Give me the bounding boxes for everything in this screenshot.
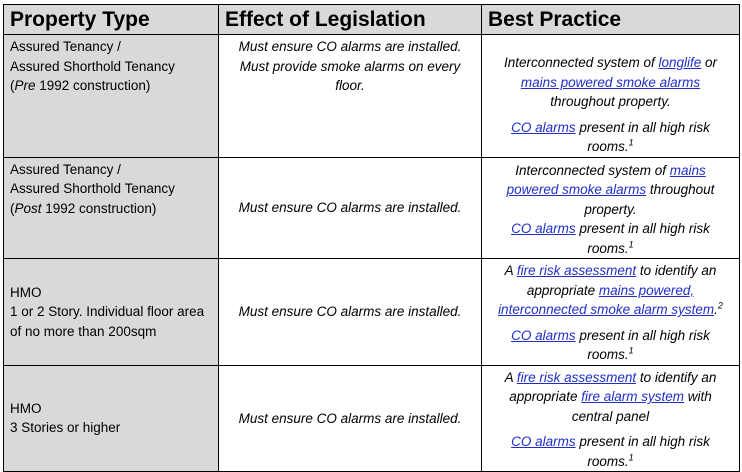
property-type-line: Assured Tenancy /	[10, 39, 121, 54]
best-practice-text: Interconnected system of longlife or mains powered smoke alarms throughout property.	[503, 55, 718, 109]
property-type-line: Assured Tenancy /	[10, 161, 121, 177]
link-co-alarms[interactable]: CO alarms	[511, 434, 576, 449]
link-fire-alarm-system[interactable]: fire alarm system	[581, 389, 685, 404]
property-type-line: Assured Shorthold Tenancy	[10, 181, 175, 196]
best-practice-cell	[482, 35, 740, 158]
header-property-type: Property Type	[4, 5, 219, 35]
co-alarm-text: CO alarms present in all high risk rooms.$^1$	[511, 221, 710, 256]
effect-cell: Must ensure CO alarms are installed.	[219, 157, 482, 259]
best-practice-cell	[482, 259, 740, 366]
property-type-line: Assured Shorthold Tenancy	[10, 58, 175, 74]
effect-cell: Must ensure CO alarms are installed. Must provide smoke alarms on every floor.	[219, 35, 482, 158]
best-practice-text: A fire risk assessment to identify an appropriate mains powered, interconnected smoke alarm system.$^2$	[498, 263, 723, 317]
link-mains-powered-smoke-alarms[interactable]: mains powered smoke alarms	[520, 74, 701, 90]
table-row	[4, 365, 740, 472]
footnote-ref: 1	[628, 345, 634, 356]
property-type-line: HMO	[10, 400, 42, 416]
link-fire-risk-assessment[interactable]: fire risk assessment	[516, 263, 637, 278]
table-row	[4, 35, 740, 158]
table-row	[4, 259, 740, 366]
best-practice-cell	[482, 157, 740, 259]
table-row	[4, 157, 740, 259]
co-alarm-text: CO alarms present in all high risk rooms.$^1$	[511, 327, 710, 362]
best-practice-text: A fire risk assessment to identify an appropriate fire alarm system with central panel	[504, 369, 717, 424]
property-type-cell	[4, 365, 219, 472]
link-co-alarms[interactable]: CO alarms	[511, 119, 576, 135]
footnote-ref: 2	[717, 300, 723, 311]
link-fire-risk-assessment[interactable]: fire risk assessment	[516, 369, 637, 385]
effect-cell: Must ensure CO alarms are installed.	[219, 259, 482, 366]
header-row	[4, 5, 740, 35]
header-best-practice: Best Practice	[482, 5, 740, 35]
property-type-line: HMO	[10, 284, 42, 300]
property-type-cell	[4, 35, 219, 158]
co-alarm-text: CO alarms present in all high risk rooms.$^1$	[511, 434, 710, 469]
best-practice-cell	[482, 365, 740, 472]
link-longlife[interactable]: longlife	[658, 55, 702, 70]
link-mains-powered-interconnected-smoke-alarm-system[interactable]: mains powered, interconnected smoke alarm system	[498, 282, 715, 317]
effect-cell: Must ensure CO alarms are installed.	[219, 365, 482, 472]
property-legislation-table	[3, 4, 740, 472]
link-co-alarms[interactable]: CO alarms	[511, 327, 576, 343]
footnote-ref: 1	[628, 137, 634, 148]
property-type-construction: (Post 1992 construction)	[10, 200, 157, 216]
link-mains-powered-smoke-alarms[interactable]: mains powered smoke alarms	[506, 162, 706, 197]
footnote-ref: 1	[628, 452, 634, 462]
property-type-cell	[4, 157, 219, 259]
header-effect-of-legislation: Effect of Legislation	[219, 5, 482, 35]
property-type-line: 3 Stories or higher	[10, 420, 121, 436]
link-co-alarms[interactable]: CO alarms	[511, 221, 576, 236]
co-alarm-text: CO alarms present in all high risk rooms.$^1$	[511, 119, 710, 154]
property-type-line: 1 or 2 Story. Individual floor area of no more than 200sqm	[10, 304, 205, 339]
footnote-ref: 1	[628, 239, 634, 249]
property-type-construction: (Pre 1992 construction)	[10, 78, 151, 93]
property-type-cell	[4, 259, 219, 366]
best-practice-text: Interconnected system of mains powered smoke alarms throughout property.	[506, 162, 715, 217]
